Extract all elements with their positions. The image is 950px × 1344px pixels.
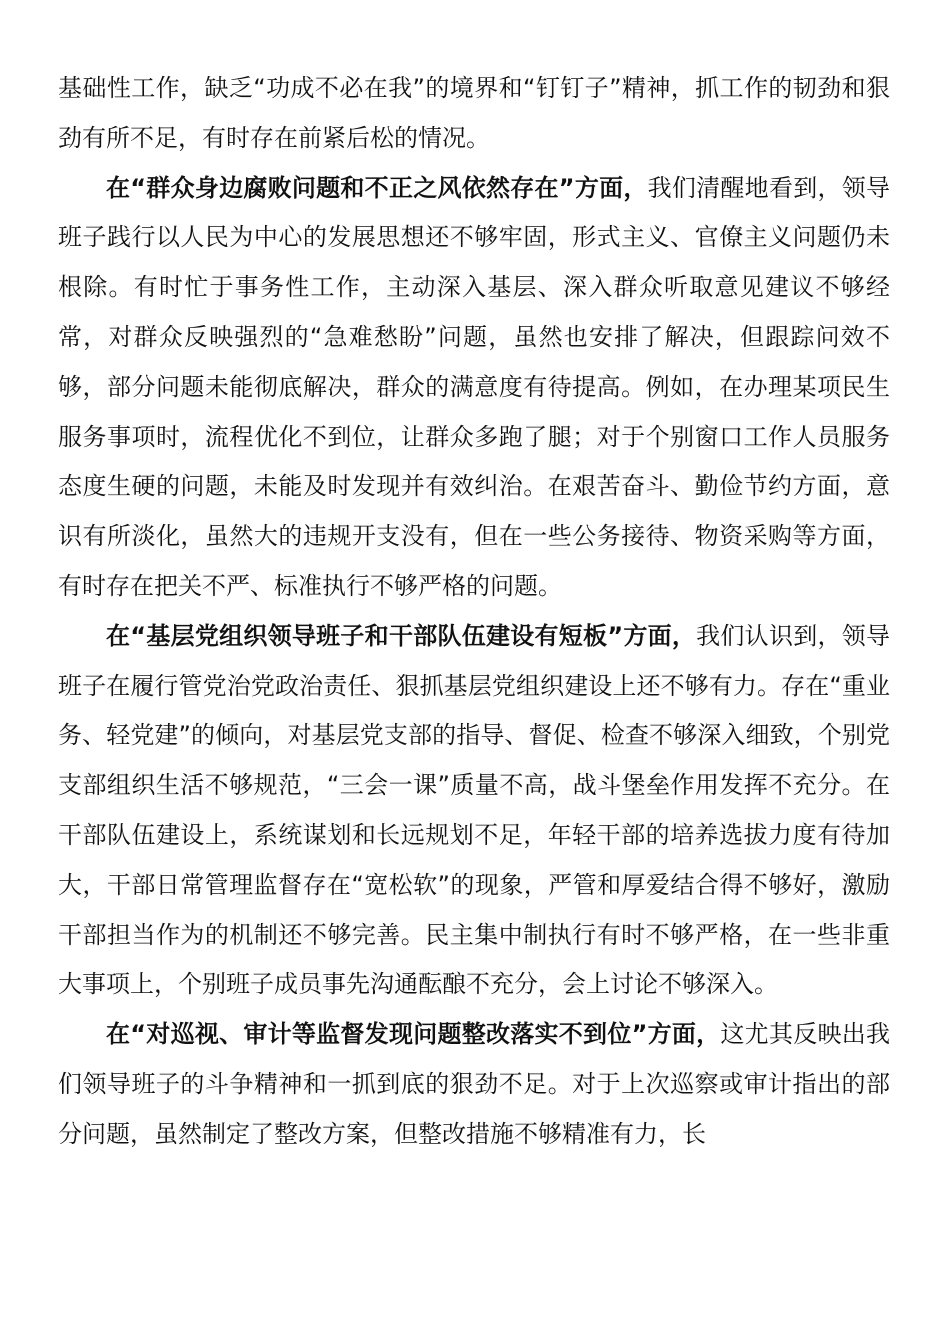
paragraph-lead-heading: 在“群众身边腐败问题和不正之风依然存在”方面， [106, 173, 648, 202]
paragraph-text: 我们清醒地看到，领导班子践行以人民为中心的发展思想还不够牢固，形式主义、官僚主义问题仍未根除。有时忙于事务性工作，主动深入基层、深入群众听取意见建议不够经常，对群众反映强烈的“急难愁盼”问题，虽然也安排了解决，但跟踪问效不够，部分问题未能彻底解决，群众的满意度有待提高。例如，在办理某项民生服务事项时，流程优化不到位，让群众多跑了腿；对于个别窗口工作人员服务态度生硬的问题，未能及时发现并有效纠治。在艰苦奋斗、勤俭节约方面，意识有所淡化，虽然大的违规开支没有，但在一些公务接待、物资采购等方面，有时存在把关不严、标准执行不够严格的问题。 [58, 173, 891, 600]
document-page [58, 64, 890, 1160]
paragraph-text: 这尤其反映出我们领导班子的斗争精神和一抓到底的狠劲不足。对于上次巡察或审计指出的部分问题，虽然制定了整改方案，但整改措施不够精准有力，长 [58, 1020, 891, 1148]
paragraph-lead-heading: 在“基层党组织领导班子和干部队伍建设有短板”方面， [106, 621, 697, 650]
paragraph-grassroots-party [58, 612, 890, 1010]
paragraph-text: 我们认识到，领导班子在履行管党治党政治责任、狠抓基层党组织建设上还不够有力。存在“重业务、轻党建”的倾向，对基层党支部的指导、督促、检查不够深入细致，个别党支部组织生活不够规范，“三会一课”质量不高，战斗堡垒作用发挥不充分。在干部队伍建设上，系统谋划和长远规划不足，年轻干部的培养选拔力度有待加大，干部日常管理监督存在“宽松软”的现象，严管和厚爱结合得不够好，激励干部担当作为的机制还不够完善。民主集中制执行有时不够严格，在一些非重大事项上，个别班子成员事先沟通酝酿不充分，会上讨论不够深入。 [58, 621, 891, 999]
paragraph-continuation [58, 64, 890, 164]
paragraph-text: 基础性工作，缺乏“功成不必在我”的境界和“钉钉子”精神，抓工作的韧劲和狠劲有所不足，有时存在前紧后松的情况。 [58, 74, 890, 152]
paragraph-mass-corruption [58, 164, 890, 612]
paragraph-lead-heading: 在“对巡视、审计等监督发现问题整改落实不到位”方面， [106, 1020, 721, 1049]
paragraph-inspection-rectification [58, 1010, 890, 1159]
